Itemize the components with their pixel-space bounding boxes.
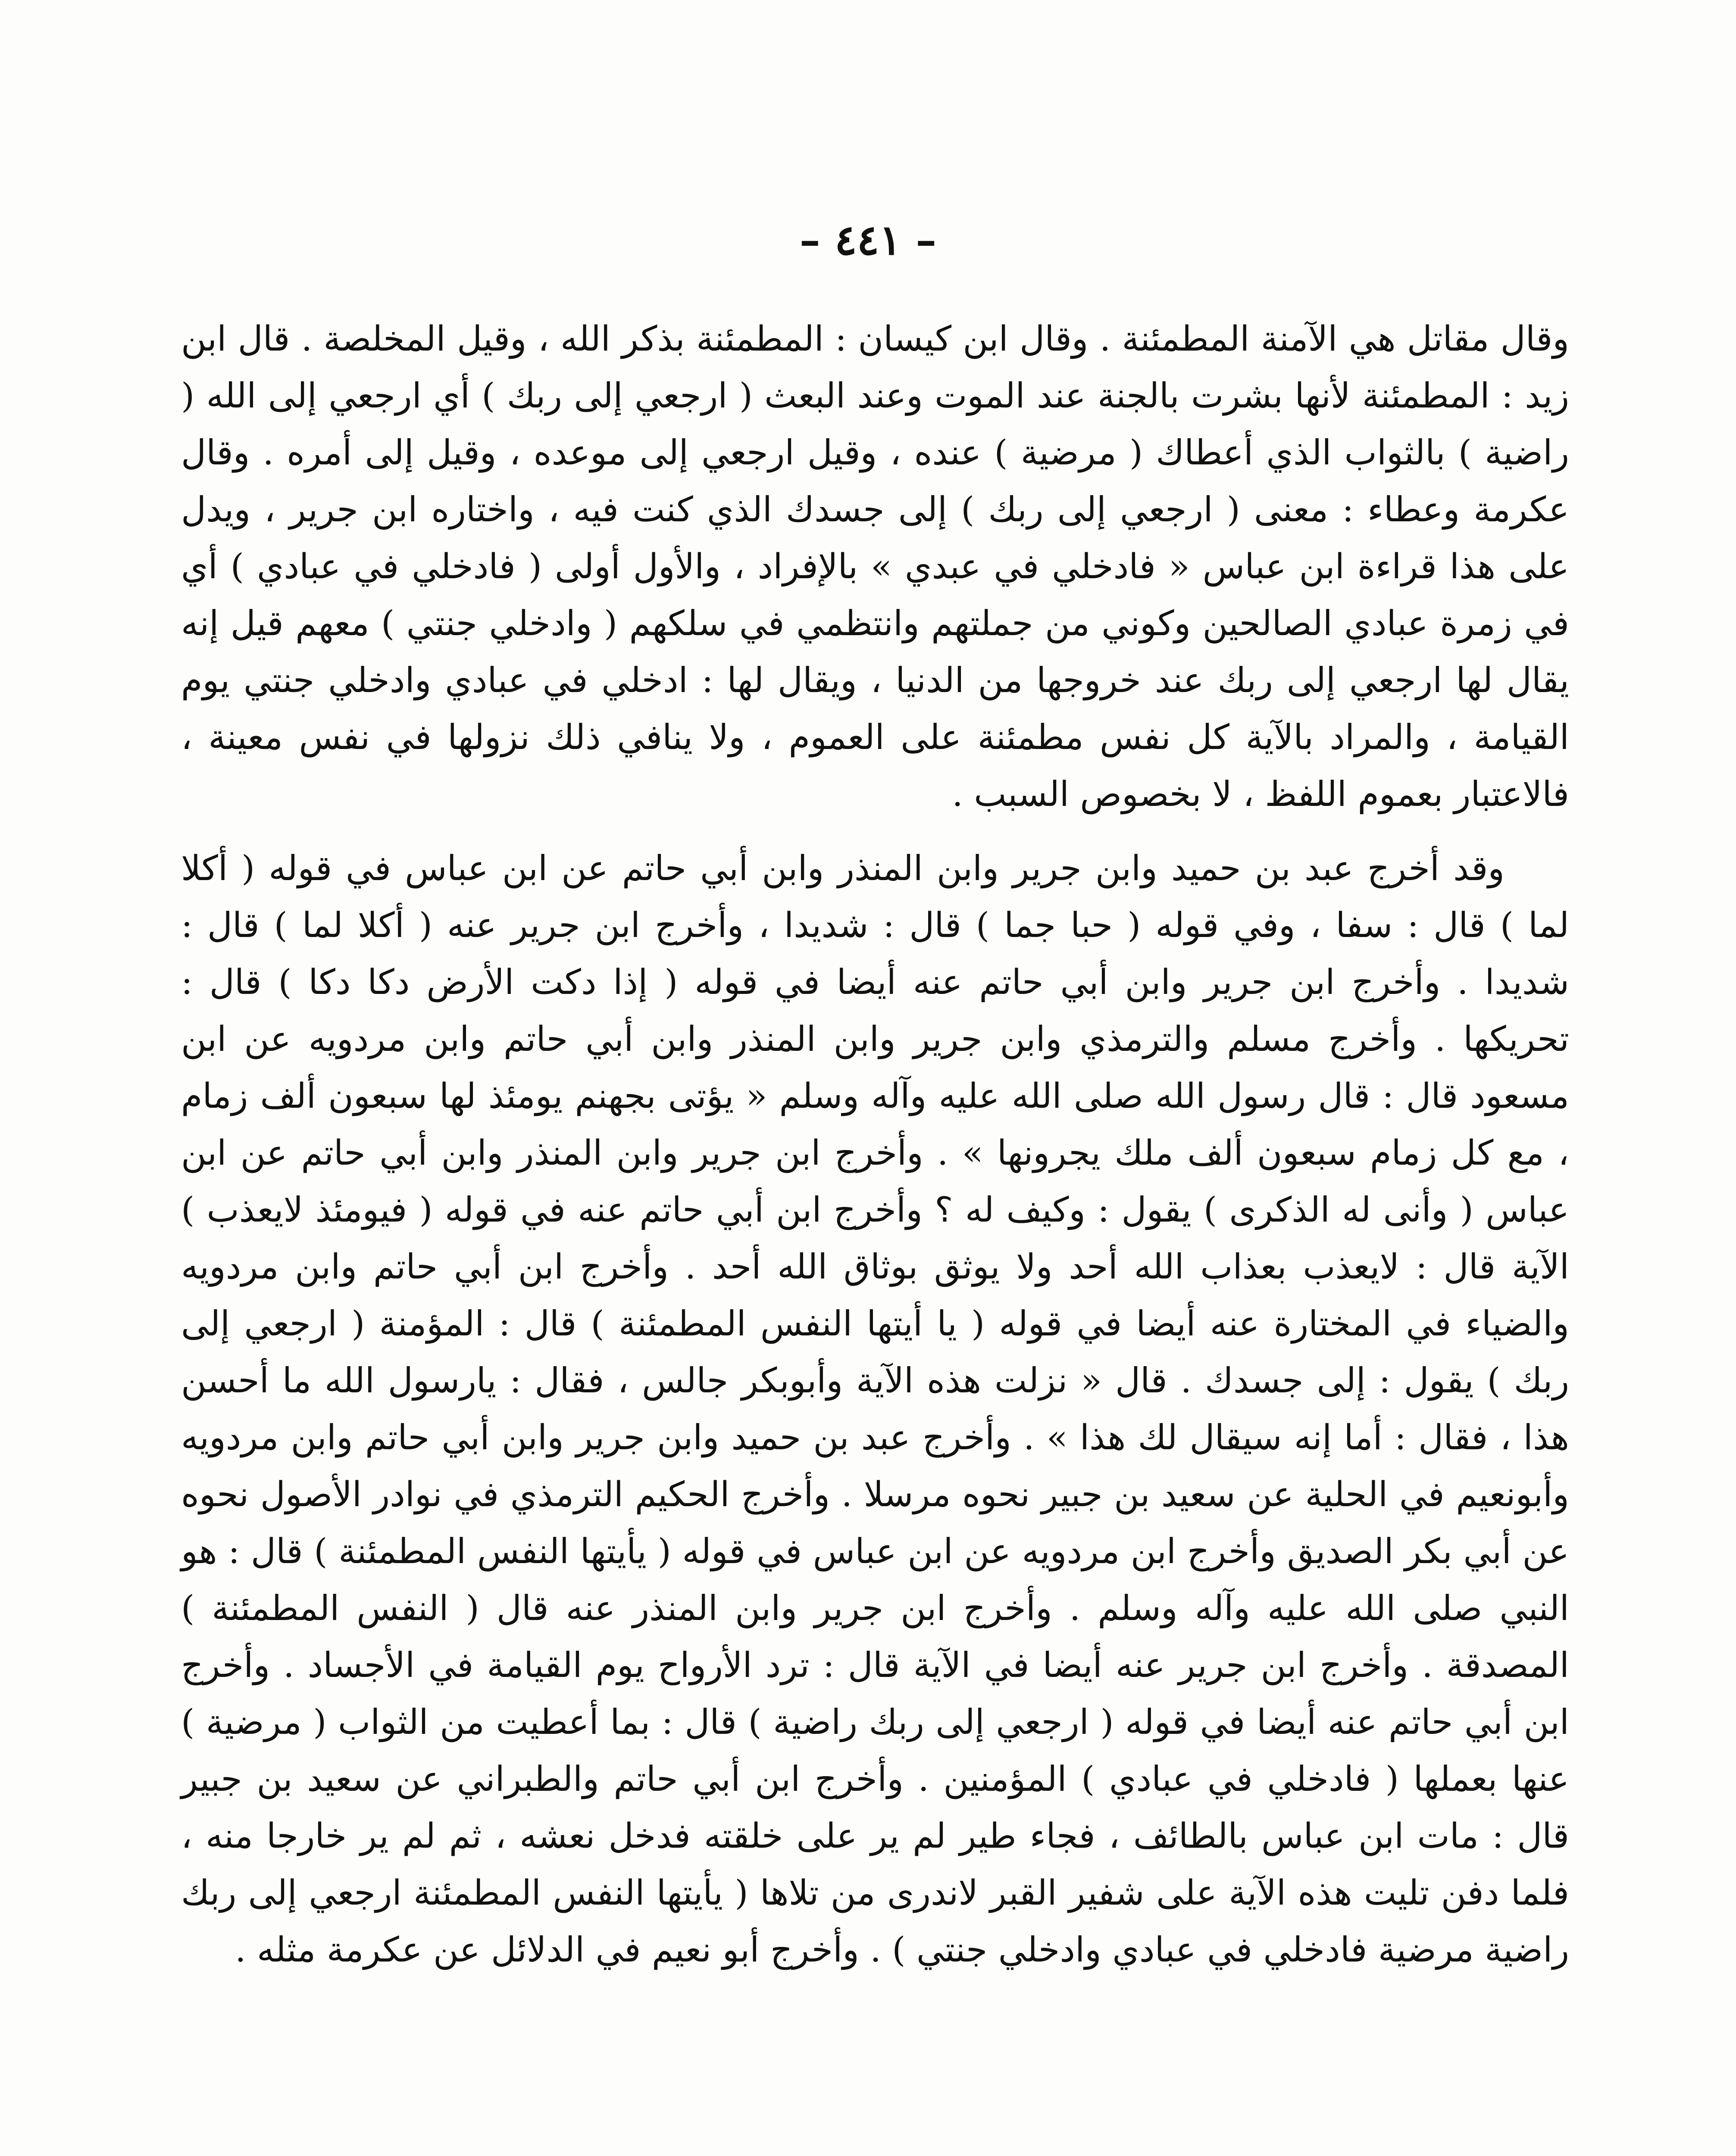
body-text: [181, 310, 1569, 1978]
page-number: – ٤٤١ –: [799, 216, 937, 264]
paragraph-2: وقد أخرج عبد بن حميد وابن جرير وابن المنذر وابن أبي حاتم عن ابن عباس في قوله ( أكلا لما ) قال : سفا ، وفي قوله ( حبا جما ) قال : شديدا ، وأخرج ابن جرير عنه ( أكلا لما ) قال : شديدا . وأخرج ابن جرير وابن أبي حاتم عنه أيضا في قوله ( إذا دكت الأرض دكا دكا ) قال : تحريكها . وأخرج مسلم والترمذي وابن جرير وابن المنذر وابن أبي حاتم وابن مردويه عن ابن مسعود قال : قال رسول الله صلى الله عليه وآله وسلم « يؤتى بجهنم يومئذ لها سبعون ألف زمام ، مع كل زمام سبعون ألف ملك يجرونها » . وأخرج ابن جرير وابن المنذر وابن أبي حاتم عن ابن عباس ( وأنى له الذكرى ) يقول : وكيف له ؟ وأخرج ابن أبي حاتم عنه في قوله ( فيومئذ لايعذب ) الآية قال : لايعذب بعذاب الله أحد ولا يوثق بوثاق الله أحد . وأخرج ابن أبي حاتم وابن مردويه والضياء في المختارة عنه أيضا في قوله ( يا أيتها النفس المطمئنة ) قال : المؤمنة ( ارجعي إلى ربك ) يقول : إلى جسدك . قال « نزلت هذه الآية وأبوبكر جالس ، فقال : يارسول الله ما أحسن هذا ، فقال : أما إنه سيقال لك هذا » . وأخرج عبد بن حميد وابن جرير وابن أبي حاتم وابن مردويه وأبونعيم في الحلية عن سعيد بن جبير نحوه مرسلا . وأخرج الحكيم الترمذي في نوادر الأصول نحوه عن أبي بكر الصديق وأخرج ابن مردويه عن ابن عباس في قوله ( يأيتها النفس المطمئنة ) قال : هو النبي صلى الله عليه وآله وسلم . وأخرج ابن جرير وابن المنذر عنه قال ( النفس المطمئنة ) المصدقة . وأخرج ابن جرير عنه أيضا في الآية قال : ترد الأرواح يوم القيامة في الأجساد . وأخرج ابن أبي حاتم عنه أيضا في قوله ( ارجعي إلى ربك راضية ) قال : بما أعطيت من الثواب ( مرضية ) عنها بعملها ( فادخلي في عبادي ) المؤمنين . وأخرج ابن أبي حاتم والطبراني عن سعيد بن جبير قال : مات ابن عباس بالطائف ، فجاء طير لم ير على خلقته فدخل نعشه ، ثم لم ير خارجا منه ، فلما دفن تليت هذه الآية على شفير القبر لاندرى من تلاها ( يأيتها النفس المطمئنة ارجعي إلى ربك راضية مرضية فادخلي في عبادي وادخلي جنتي ) . وأخرج أبو نعيم في الدلائل عن عكرمة مثله .: [181, 848, 1570, 1970]
paragraph-1: وقال مقاتل هي الآمنة المطمئنة . وقال ابن كيسان : المطمئنة بذكر الله ، وقيل المخلصة . قال ابن زيد : المطمئنة لأنها بشرت بالجنة عند الموت وعند البعث ( ارجعي إلى ربك ) أي ارجعي إلى الله ( راضية ) بالثواب الذي أعطاك ( مرضية ) عنده ، وقيل ارجعي إلى موعده ، وقيل إلى أمره . وقال عكرمة وعطاء : معنى ( ارجعي إلى ربك ) إلى جسدك الذي كنت فيه ، واختاره ابن جرير ، ويدل على هذا قراءة ابن عباس « فادخلي في عبدي » بالإفراد ، والأول أولى ( فادخلي في عبادي ) أي في زمرة عبادي الصالحين وكوني من جملتهم وانتظمي في سلكهم ( وادخلي جنتي ) معهم قيل إنه يقال لها ارجعي إلى ربك عند خروجها من الدنيا ، ويقال لها : ادخلي في عبادي وادخلي جنتي يوم القيامة ، والمراد بالآية كل نفس مطمئنة على العموم ، ولا ينافي ذلك نزولها في نفس معينة ، فالاعتبار بعموم اللفظ ، لا بخصوص السبب .: [181, 319, 1569, 814]
